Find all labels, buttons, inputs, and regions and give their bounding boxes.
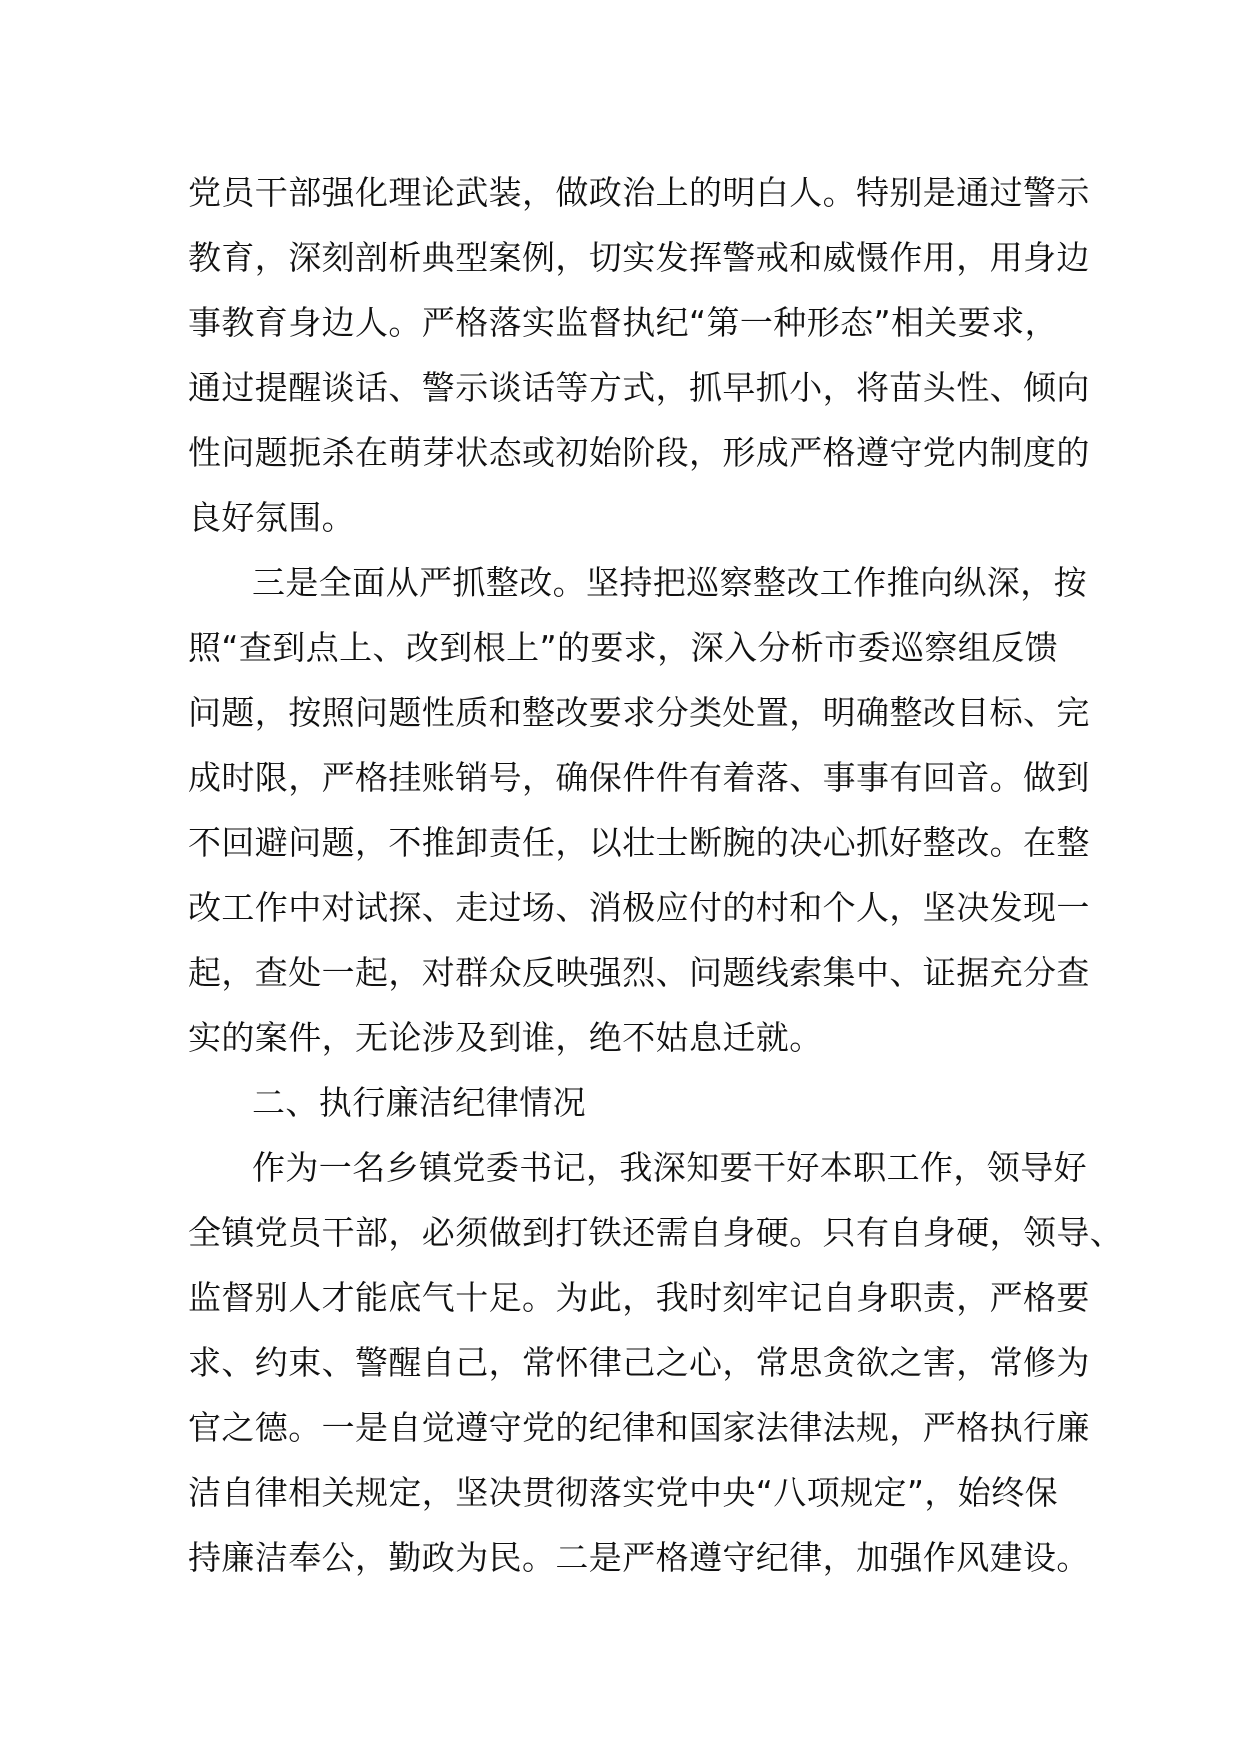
text-line: 起，查处一起，对群众反映强烈、问题线索集中、证据充分查 [188,953,1090,992]
paragraph-start-line: 作为一名乡镇党委书记，我深知要干好本职工作，领导好 [252,1148,1087,1187]
paragraph-start-line: 三是全面从严抓整改。坚持把巡察整改工作推向纵深，按 [252,563,1087,602]
text-line: 持廉洁奉公，勤政为民。二是严格遵守纪律，加强作风建设。 [188,1538,1090,1577]
text-line: 照“查到点上、改到根上”的要求，深入分析市委巡察组反馈 [188,628,1058,667]
text-line: 求、约束、警醒自己，常怀律己之心，常思贪欲之害，常修为 [188,1343,1090,1382]
text-line: 党员干部强化理论武装，做政治上的明白人。特别是通过警示 [188,173,1090,212]
text-line: 改工作中对试探、走过场、消极应付的村和个人，坚决发现一 [188,888,1090,927]
document-body [188,160,1124,1590]
text-line: 性问题扼杀在萌芽状态或初始阶段，形成严格遵守党内制度的 [188,433,1090,472]
text-line: 官之德。一是自觉遵守党的纪律和国家法律法规，严格执行廉 [188,1408,1090,1447]
text-line: 成时限，严格挂账销号，确保件件有着落、事事有回音。做到 [188,758,1090,797]
text-line: 良好氛围。 [188,498,355,537]
text-line: 实的案件，无论涉及到谁，绝不姑息迁就。 [188,1018,823,1057]
text-line: 洁自律相关规定，坚决贯彻落实党中央“八项规定”，始终保 [188,1473,1058,1512]
text-line: 全镇党员干部，必须做到打铁还需自身硬。只有自身硬，领导、 [188,1213,1124,1252]
text-line: 监督别人才能底气十足。为此，我时刻牢记自身职责，严格要 [188,1278,1090,1317]
text-line: 通过提醒谈话、警示谈话等方式，抓早抓小，将苗头性、倾向 [188,368,1090,407]
text-line: 不回避问题，不推卸责任，以壮士断腕的决心抓好整改。在整 [188,823,1090,862]
text-line: 事教育身边人。严格落实监督执纪“第一种形态”相关要求， [188,303,1058,342]
text-line: 教育，深刻剖析典型案例，切实发挥警戒和威慑作用，用身边 [188,238,1090,277]
text-line: 问题，按照问题性质和整改要求分类处置，明确整改目标、完 [188,693,1090,732]
section-heading: 二、执行廉洁纪律情况 [252,1083,586,1122]
